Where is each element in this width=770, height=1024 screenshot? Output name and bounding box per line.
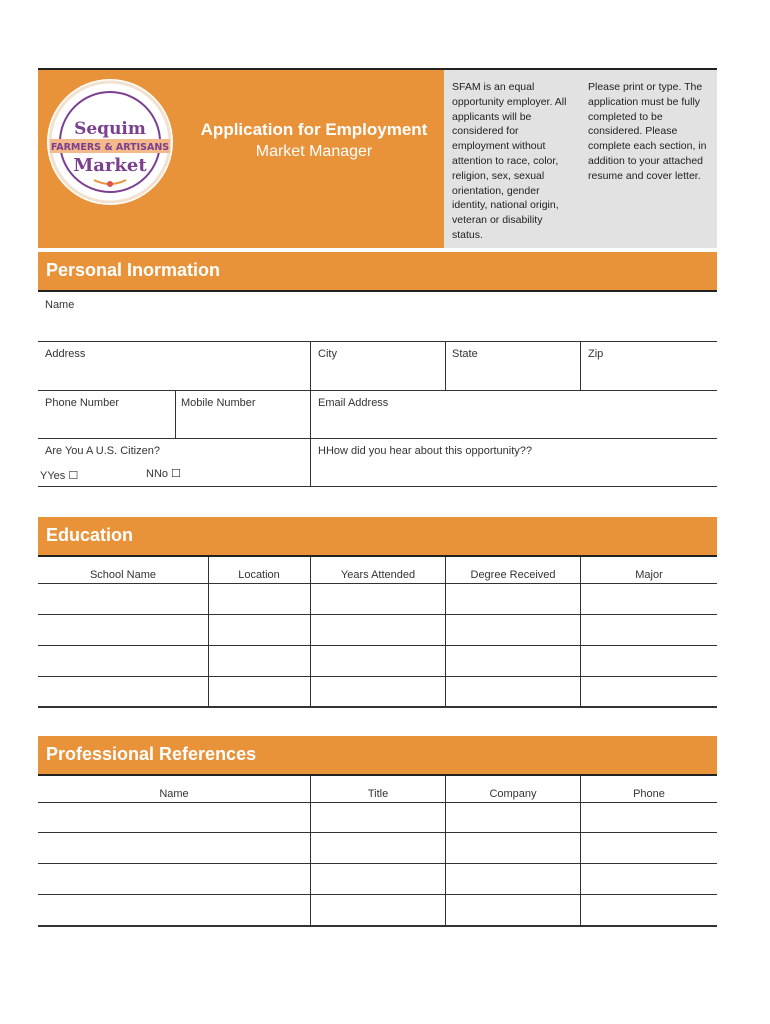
application-title: Application for Employment [200,120,428,139]
header-orange-panel [38,70,444,248]
svg-text:Market: Market [73,155,147,176]
table-row[interactable] [38,864,717,894]
divider [310,439,311,486]
table-row[interactable] [38,833,717,863]
phone-label: Phone Number [45,397,119,409]
zip-label: Zip [588,348,604,360]
table-row[interactable] [38,677,717,706]
address-label: Address [45,348,86,360]
table-row[interactable] [38,584,717,614]
citizen-no-checkbox[interactable]: NNo ☐ [146,468,181,480]
citizen-label: Are You A U.S. Citizen? [45,445,160,457]
education-section-title: Education [46,525,134,545]
table-row[interactable] [38,895,717,925]
divider [445,342,446,390]
references-section-header [38,736,717,776]
divider [310,342,311,390]
column-header: Title [367,788,389,800]
column-header: Phone [633,788,665,800]
eeo-notice: SFAM is an equal opportunity employer. All applicants will be considered for employment without attention to race, color, religion, sex, sexual orientation, gender identity, national origin, veteran or disability status. [452,81,567,241]
table-row[interactable] [38,803,717,832]
column-header: Name [159,788,189,800]
personal-section-header [38,252,717,292]
divider [310,391,311,438]
education-section-header [38,517,717,557]
citizen-yes-checkbox[interactable]: YYes ☐ [40,470,79,482]
column-header: School Name [89,569,157,581]
column-header: Years Attended [340,569,416,581]
email-label: Email Address [318,397,389,409]
name-label: Name [45,299,75,311]
instructions-notice: Please print or type. The application must be fully completed to be considered. Please complete each section, in addition to your attached resume and cover letter. [588,81,707,182]
divider [38,925,717,927]
divider [175,391,176,438]
divider [38,706,717,708]
references-section-title: Professional References [46,744,257,764]
state-label: State [452,348,478,360]
table-row[interactable] [38,646,717,676]
position-subtitle: Market Manager [255,143,373,160]
divider [580,342,581,390]
name-field[interactable] [38,292,717,341]
personal-section-title: Personal Inormation [46,260,221,280]
column-header: Major [635,569,663,581]
column-header: Location [238,569,280,581]
svg-text:FARMERS & ARTISANS: FARMERS & ARTISANS [50,142,170,153]
column-header: Degree Received [470,569,556,581]
svg-text:Sequim: Sequim [74,119,146,139]
mobile-label: Mobile Number [181,397,256,409]
referral-source-label: HHow did you hear about this opportunity?? [318,445,533,457]
city-label: City [318,348,337,360]
column-header: Company [489,788,537,800]
table-row[interactable] [38,615,717,645]
sequim-market-logo [44,76,176,208]
header-banner [38,68,717,248]
divider [38,486,717,487]
